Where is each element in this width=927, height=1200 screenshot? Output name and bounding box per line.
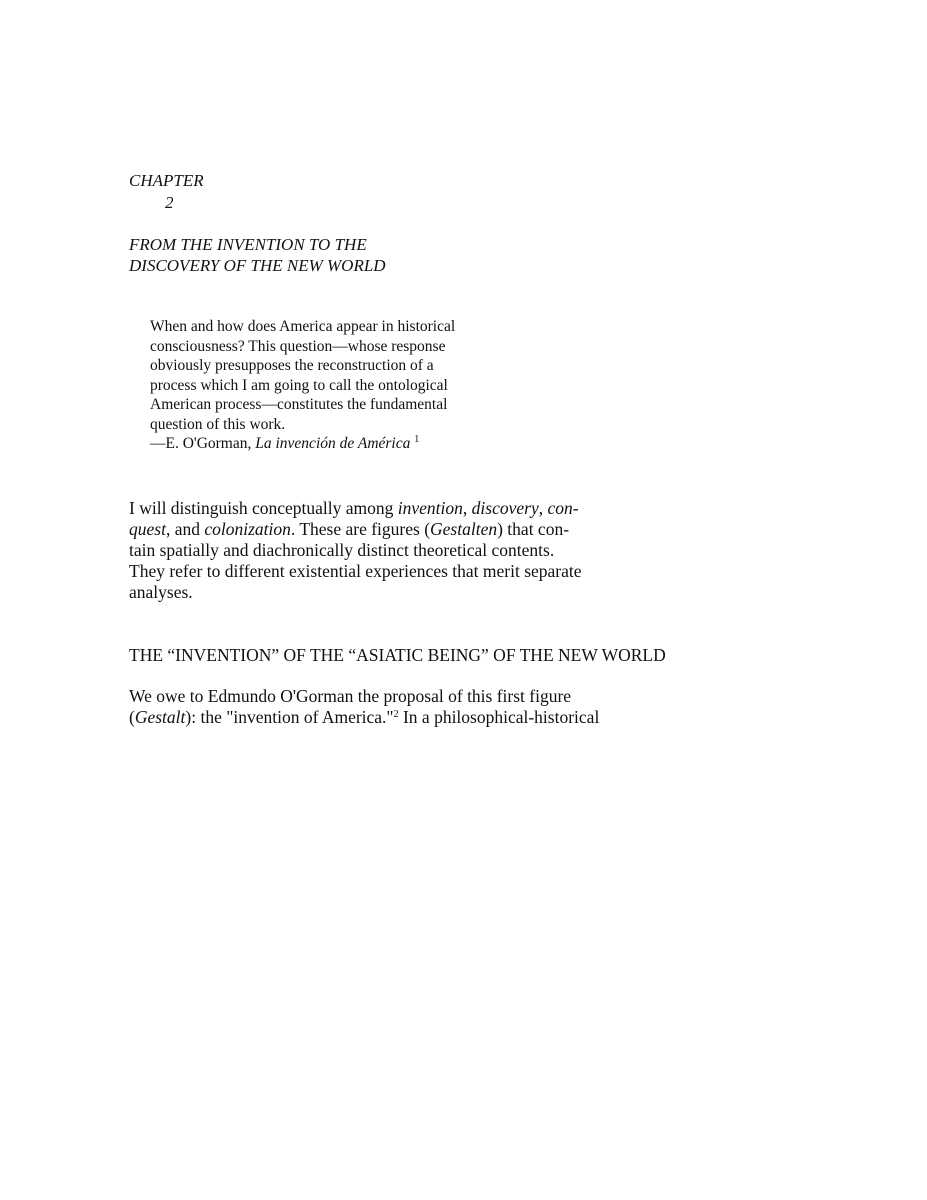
epigraph: [150, 317, 455, 454]
section-heading: THE “INVENTION” OF THE “ASIATIC BEING” OF THE NEW WORLD: [129, 645, 666, 665]
chapter-title-line: DISCOVERY OF THE NEW WORLD: [129, 256, 386, 275]
body-paragraph: [129, 498, 582, 603]
footnote-marker: 1: [414, 434, 420, 445]
epigraph-line: process which I am going to call the ontological: [150, 376, 448, 394]
text-run: In a philosophical-historical: [398, 707, 600, 727]
epigraph-attribution: [150, 434, 455, 454]
chapter-label: CHAPTER: [129, 171, 204, 190]
epigraph-line: obviously presupposes the reconstruction of a: [150, 357, 434, 374]
attribution-author: —E. O'Gorman,: [150, 435, 256, 452]
emphasis-term: Gestalt: [134, 707, 186, 727]
text-run: (: [129, 707, 135, 727]
paragraph-line: We owe to Edmundo O'Gorman the proposal of this first figure: [129, 686, 572, 706]
emphasis-term: con-: [547, 498, 579, 518]
emphasis-term: discovery: [471, 498, 539, 518]
paragraph-line: analyses.: [129, 582, 193, 602]
text-run: ,: [538, 498, 548, 518]
text-run: ,: [462, 498, 472, 518]
paragraph-line: [129, 707, 599, 728]
chapter-title-line: FROM THE INVENTION TO THE: [129, 235, 367, 254]
body-paragraph: [129, 686, 599, 728]
epigraph-line: consciousness? This question—whose response: [150, 337, 446, 355]
emphasis-term: invention: [397, 498, 463, 518]
emphasis-term: colonization: [204, 519, 291, 539]
epigraph-line: American process—constitutes the fundamental: [150, 396, 448, 413]
epigraph-line: question of this work.: [150, 415, 286, 433]
paragraph-line: They refer to different existential experiences that merit separate: [129, 561, 582, 581]
paragraph-line: tain spatially and diachronically distinct theoretical contents.: [129, 540, 555, 560]
text-run: ): the "invention of America.": [185, 707, 394, 727]
text-run: , and: [165, 519, 205, 539]
chapter-title: [129, 234, 386, 276]
emphasis-term: Gestalten: [430, 519, 498, 539]
text-run: ) that con-: [497, 519, 570, 539]
epigraph-line: When and how does America appear in historical: [150, 318, 456, 335]
emphasis-term: quest: [129, 519, 166, 539]
attribution-book-title: La invención de América: [255, 435, 411, 452]
chapter-number: 2: [165, 193, 174, 212]
paragraph-line: [129, 519, 582, 540]
paragraph-line: [129, 498, 582, 519]
footnote-marker: 2: [393, 709, 399, 720]
text-run: . These are figures (: [290, 519, 431, 539]
text-run: I will distinguish conceptually among: [129, 498, 398, 518]
